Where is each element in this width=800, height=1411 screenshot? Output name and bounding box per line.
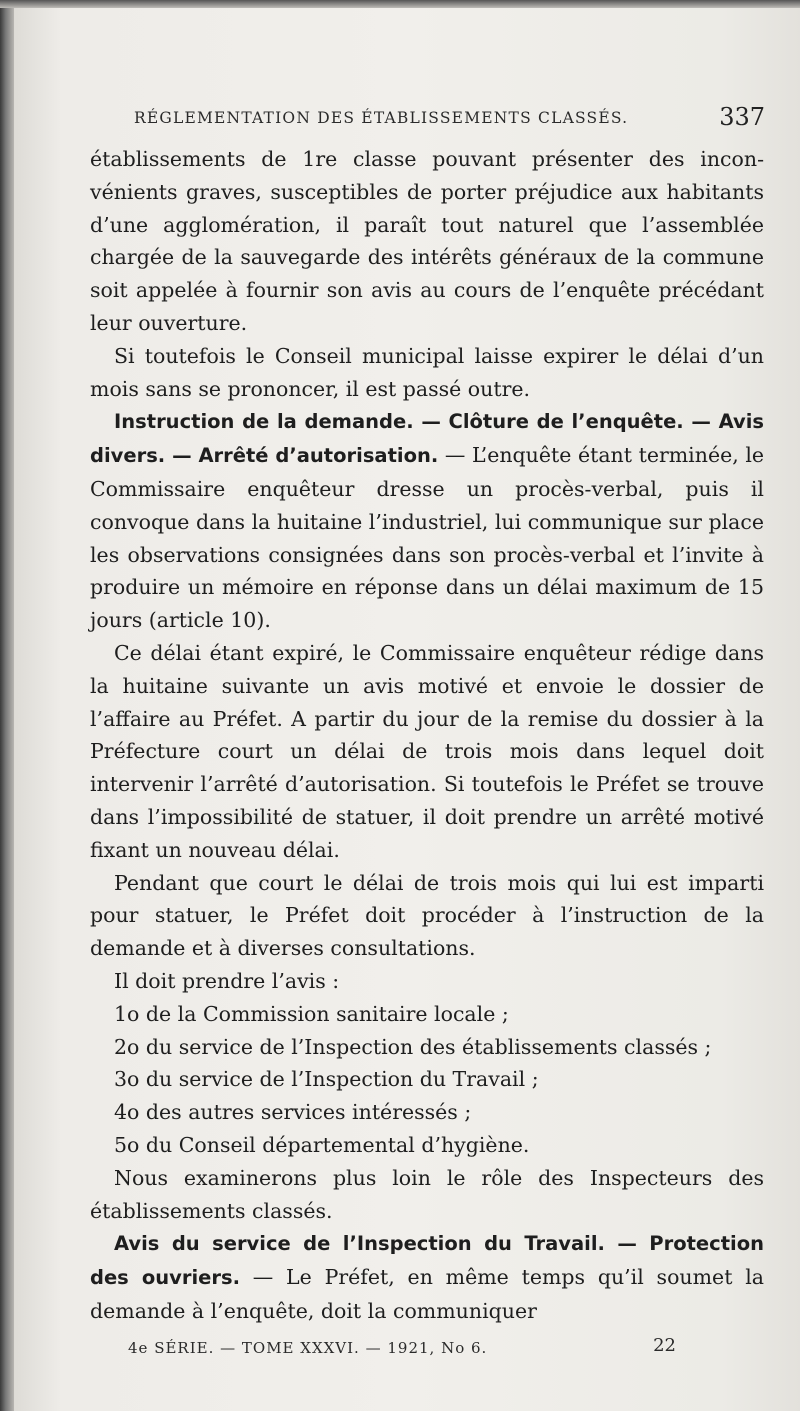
- section-heading-inspection: Avis du service de l’Inspection du Travail. — Protection des ouvriers.: [90, 1232, 764, 1290]
- paragraph-5: Pendant que court le délai de trois mois qui lui est imparti pour statuer, le Préfet doit procéder à l’instruction de la demande et à diverses consultations.: [90, 870, 764, 961]
- paragraph-8-text: — Le Préfet, en même temps qu’il soumet la demande à l’enquête, doit la communiquer: [90, 1265, 764, 1323]
- paragraph-3: [90, 405, 764, 637]
- paragraph-6: Il doit prendre l’avis :: [114, 968, 340, 993]
- paragraph-7: Nous examinerons plus loin le rôle des Inspecteurs des établissements classés.: [90, 1165, 764, 1223]
- paragraph-3-text: — L’enquête étant terminée, le Commissaire enquêteur dresse un procès-verbal, puis il convoque dans la huitaine l’industriel, lui communique sur place les observations consignées dans son procès-verbal et l’invite à produire un mémoire en réponse dans un délai maximum de 15 jours (article 10).: [90, 443, 765, 633]
- signature-mark: 22: [653, 1335, 676, 1356]
- list-item-2: 2o du service de l’Inspection des établissements classés ;: [114, 1034, 712, 1059]
- body-text: [90, 143, 764, 1328]
- paragraph-4: Ce délai étant expiré, le Commissaire enquêteur rédige dans la huitaine suivante un avis motivé et envoie le dossier de l’affaire au Préfet. A partir du jour de la remise du dossier à la Préfecture court un délai de trois mois dans lequel doit intervenir l’arrêté d’autorisation. Si toutefois le Préfet se trouve dans l’impossibilité de statuer, il doit prendre un arrêté motivé fixant un nouveau délai.: [90, 640, 764, 862]
- list-item-5: 5o du Conseil départemental d’hygiène.: [114, 1132, 530, 1157]
- page-number: 337: [719, 103, 765, 131]
- top-edge-shadow: [0, 0, 800, 8]
- list-item-1: 1o de la Commission sanitaire locale ;: [114, 1001, 509, 1026]
- running-title: RÉGLEMENTATION DES ÉTABLISSEMENTS CLASSÉS.: [134, 109, 629, 127]
- section-heading-instruction: Instruction de la demande. — Clôture de l’enquête. — Avis divers. — Arrêté d’autorisation.: [90, 410, 764, 468]
- binding-shadow: [0, 0, 14, 1411]
- paragraph-2: Si toutefois le Conseil municipal laisse expirer le délai d’un mois sans se prononcer, il est passé outre.: [90, 343, 764, 401]
- series-line: 4e SÉRIE. — TOME XXXVI. — 1921, No 6.: [128, 1339, 488, 1357]
- page-header: [134, 103, 769, 133]
- list-item-4: 4o des autres services intéressés ;: [114, 1100, 472, 1125]
- list-item-3: 3o du service de l’Inspection du Travail ;: [114, 1067, 539, 1092]
- page-footer: [128, 1335, 688, 1361]
- paragraph-1: établissements de 1re classe pouvant présenter des inconvénients graves, susceptibles de porter préjudice aux habitants d’une agglomération, il paraît tout naturel que l’assemblée chargée de la sauvegarde des intérêts généraux de la commune soit appelée à fournir son avis au cours de l’enquête précédant leur ouverture.: [90, 147, 764, 335]
- document-page: [14, 0, 800, 1411]
- paragraph-8: [90, 1227, 764, 1327]
